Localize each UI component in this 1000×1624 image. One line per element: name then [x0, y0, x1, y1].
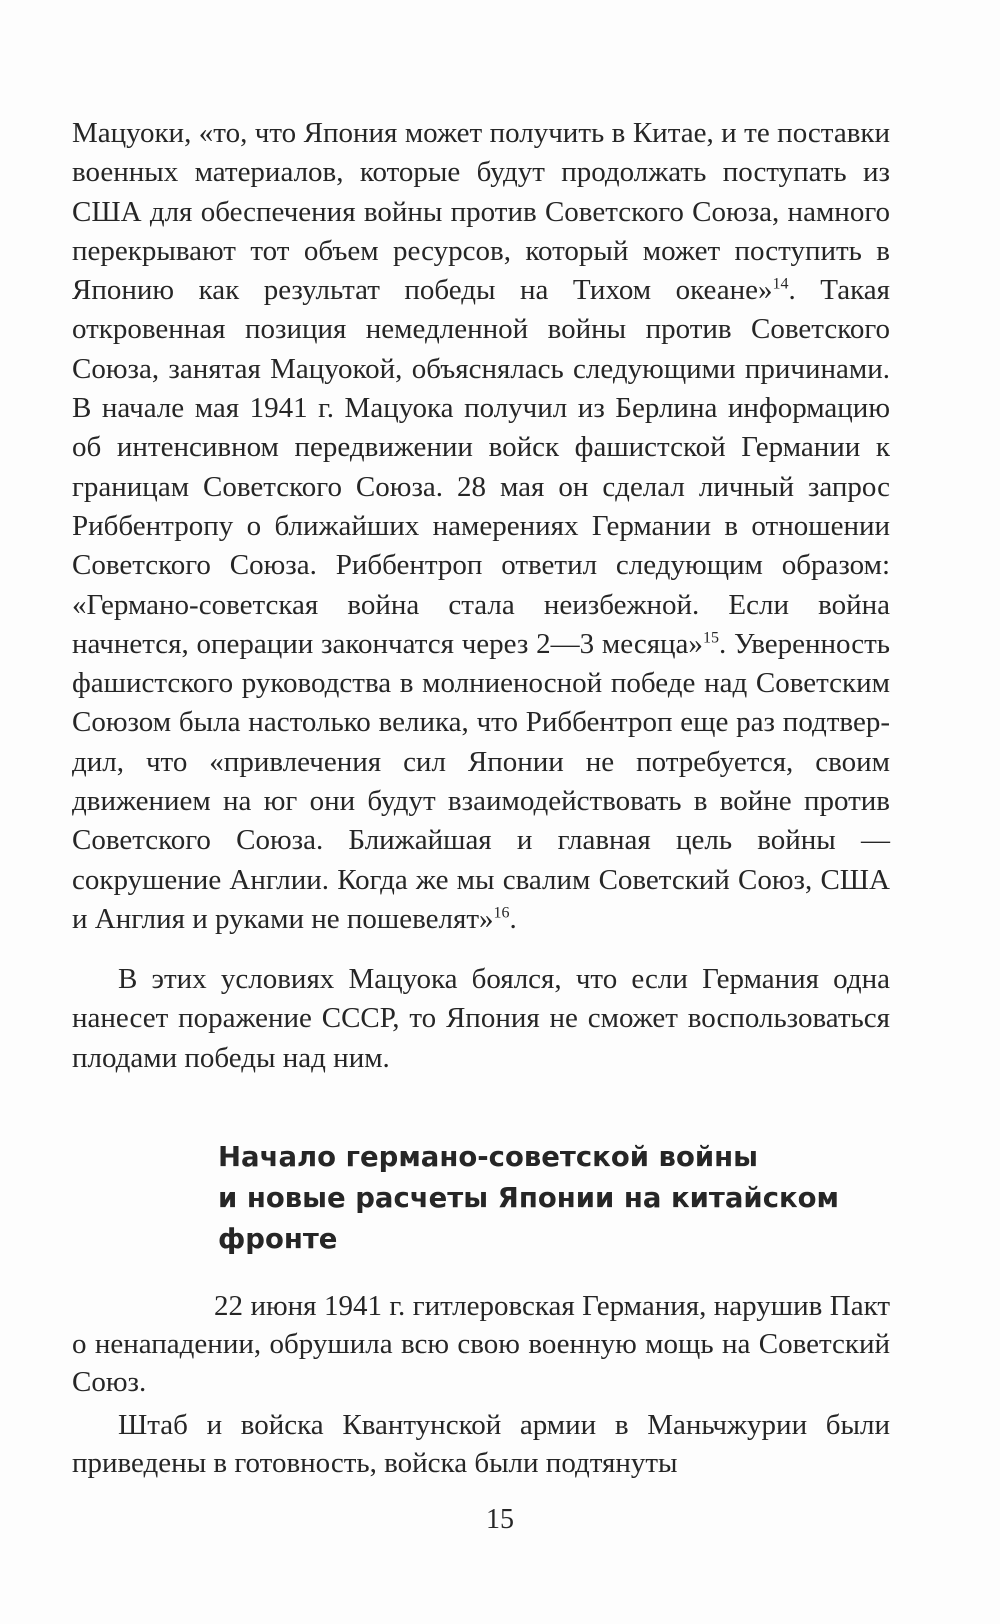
paragraph-text: Мацуоки, «то, что Япония может получить в Китае, и те поставки военных материалов, которые будут продолжать поступать из США для обеспечения войны против Советского Союза, намного перекрывают тот объем ресурсов, который может поступить в Японию как результат победы на Тихом океане» — [72, 117, 890, 307]
footnote-ref-16: 16 — [493, 904, 510, 922]
heading-line-1: Начало германо-советской войны — [218, 1141, 758, 1173]
paragraph-kwantung-army — [72, 1406, 890, 1482]
heading-line-2: и новые расчеты Японии на китайском — [218, 1182, 840, 1214]
heading-line-3: фронте — [218, 1223, 338, 1255]
paragraph-june-22 — [72, 1287, 890, 1401]
section-heading — [218, 1137, 858, 1260]
paragraph-text: . Такая откровенная позиция немедленной войны против Советского Союза, занятая Мацуокой, объяснялась следующими причинами. В начале мая 1941 г. Мацуока получил из Берлина информацию об интенсивном передвижении войск фашистской Германии к границам Советского Союза. 28 мая он сделал личный запрос Риббентропу о ближайших намерениях Германии в отношении Советского Союза. Риббентроп ответил следующим образом: «Германо-советская война стала неизбежной. Если война начнется, операции закончатся через 2—3 месяца» — [72, 274, 890, 660]
paragraph-matsuoka-position — [72, 114, 890, 939]
paragraph-matsuoka-fear — [72, 960, 890, 1078]
paragraph-text: . Уверенность фашистского руководства в молниеносной победе над Советским Союзом была настолько велика, что Риббентроп еще раз подтвердил, что «привлечения сил Японии не потребуется, своим движением на юг они будут взаимодействовать в войне против Советского Союза. Ближайшая и главная цель войны — сокрушение Англии. Когда же мы свалим Советский Союз, США и Англия и руками не пошевелят» — [72, 627, 891, 935]
page-number: 15 — [486, 1504, 514, 1535]
paragraph-text: 22 июня 1941 г. гитлеровская Германия, нарушив Пакт о ненападении, обрушила всю свою военную мощь на Советский Союз. — [72, 1290, 890, 1398]
paragraph-text: Штаб и войска Квантунской армии в Маньчжурии были приведены в готовность, войска были подтянуты — [72, 1409, 890, 1479]
paragraph-text: . — [509, 902, 517, 935]
footnote-ref-14: 14 — [772, 275, 789, 293]
footnote-ref-15: 15 — [702, 629, 719, 647]
paragraph-text: В этих условиях Мацуока боялся, что если Германия одна нанесет поражение СССР, то Япония не сможет воспользоваться плодами победы над ним. — [72, 963, 890, 1074]
